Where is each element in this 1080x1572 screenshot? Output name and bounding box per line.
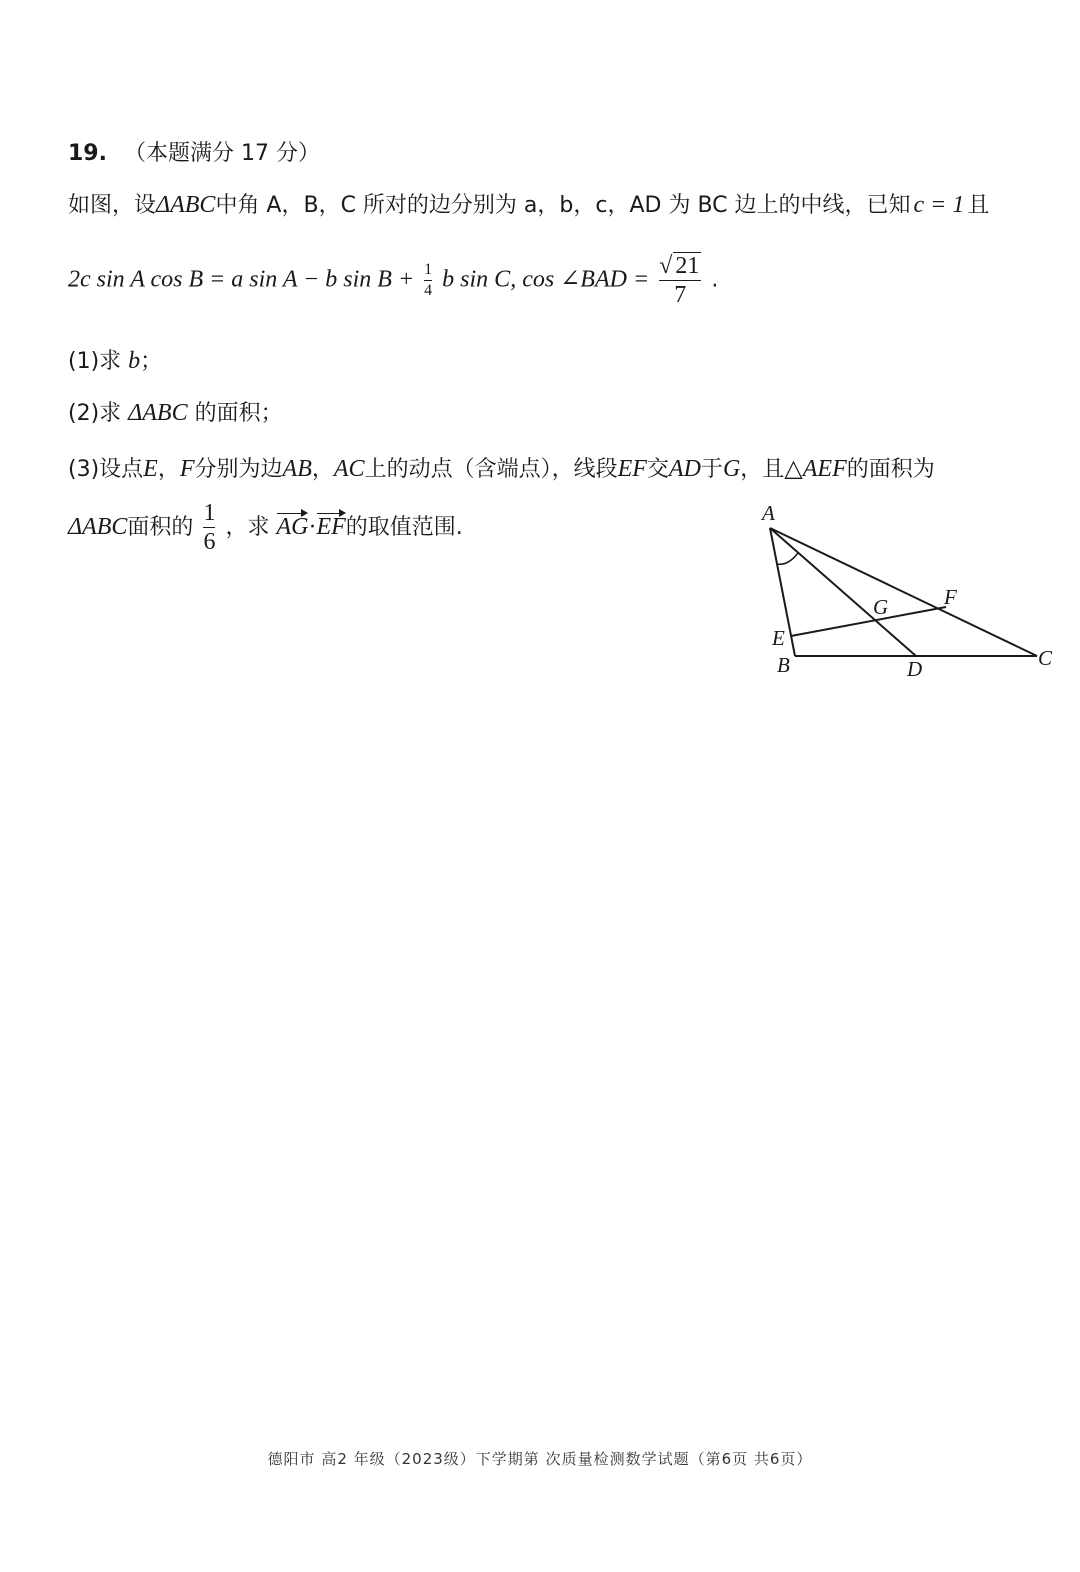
label-a: A: [762, 501, 775, 525]
q3-text-h: 面积的: [127, 514, 194, 540]
q3-text-d: 交: [646, 457, 669, 482]
q3-text-a: (3)设点: [68, 457, 144, 482]
question-3-line-1: [68, 452, 935, 483]
q1-end: ；: [140, 349, 163, 374]
q3-segment-ef: EF: [617, 456, 647, 482]
sqrt-radicand: 21: [675, 253, 700, 279]
q3-text-f: ，且: [740, 457, 785, 482]
q3-text-g: 的面积为: [846, 457, 935, 482]
page-footer: 德阳市 高2 年级（2023级）下学期第 次质量检测数学试题（第6页 共6页）: [267, 1450, 813, 1468]
q3-point-g: G: [722, 456, 741, 482]
q3-segment-ad: AD: [668, 456, 701, 482]
vector-ag: AG: [276, 510, 308, 541]
intro-text-a: 如图，设: [68, 193, 157, 218]
q3-text-e: 于: [700, 457, 723, 482]
ratio-denominator: 6: [203, 529, 216, 556]
q3-text-c: 上的动点（含端点），线段: [364, 457, 618, 482]
q3-text-b: 分别为边: [194, 457, 283, 482]
q3-text-j: 的取值范围.: [345, 514, 463, 540]
q3-side-ab: AB: [282, 456, 312, 482]
q3-triangle-aef: △AEF: [784, 456, 847, 482]
score-note: （本题满分 17 分）: [123, 141, 320, 166]
segment-ef: [791, 607, 946, 636]
equation-left: 2c sin A cos B = a sin A − b sin B +: [68, 266, 415, 293]
triangle-figure: [760, 500, 1060, 685]
q1-variable: b: [128, 348, 141, 374]
label-d: D: [907, 657, 923, 681]
q2-triangle: ΔABC: [128, 400, 188, 426]
vector-ef: EF: [316, 510, 345, 541]
intro-text-c: 且: [967, 193, 990, 218]
equation-middle: b sin C, cos ∠BAD =: [442, 266, 650, 293]
question-2: [68, 396, 283, 427]
question-3-line-2: [68, 500, 463, 556]
q3-point-e: E: [143, 456, 158, 482]
q2-label: (2)求: [68, 401, 122, 426]
fraction-sqrt21-over-7: [659, 252, 701, 309]
q3-sep-2: ，: [311, 457, 334, 482]
dot-product-symbol: ·: [308, 513, 317, 540]
q3-point-f: F: [179, 456, 195, 482]
fraction-one-sixth: [203, 500, 215, 556]
ratio-numerator: 1: [203, 500, 216, 526]
triangle-abc: ΔABC: [156, 192, 216, 218]
fraction-numerator: 1: [424, 261, 433, 279]
intro-text-b: 中角 A，B，C 所对的边分别为 a，b，c，AD 为 BC 边上的中线，已知: [215, 193, 911, 218]
q2-end: 的面积；: [194, 401, 283, 426]
question-1: [68, 344, 162, 375]
angle-bad-arc: [777, 553, 798, 564]
label-f: F: [944, 585, 957, 609]
problem-header: [68, 136, 320, 167]
problem-intro: [68, 188, 989, 219]
condition-c: c = 1: [913, 192, 965, 218]
sqrt-fraction-denominator: 7: [674, 282, 687, 309]
given-equation: [68, 252, 718, 309]
label-g: G: [873, 595, 889, 619]
q1-label: (1)求: [68, 349, 122, 374]
q3-triangle-abc: ΔABC: [68, 513, 128, 540]
label-e: E: [772, 626, 785, 650]
q3-sep-1: ，: [157, 457, 180, 482]
side-ac: [770, 528, 1037, 656]
q3-side-ac: AC: [333, 456, 365, 482]
label-c: C: [1038, 646, 1053, 670]
fraction-denominator: 4: [424, 281, 433, 299]
label-b: B: [777, 653, 790, 677]
equation-end: .: [711, 267, 719, 293]
problem-number: 19.: [68, 141, 107, 166]
q3-text-i: ，求: [225, 514, 270, 540]
fraction-one-quarter: [424, 261, 432, 299]
sqrt-expression: √ 21: [659, 253, 700, 279]
